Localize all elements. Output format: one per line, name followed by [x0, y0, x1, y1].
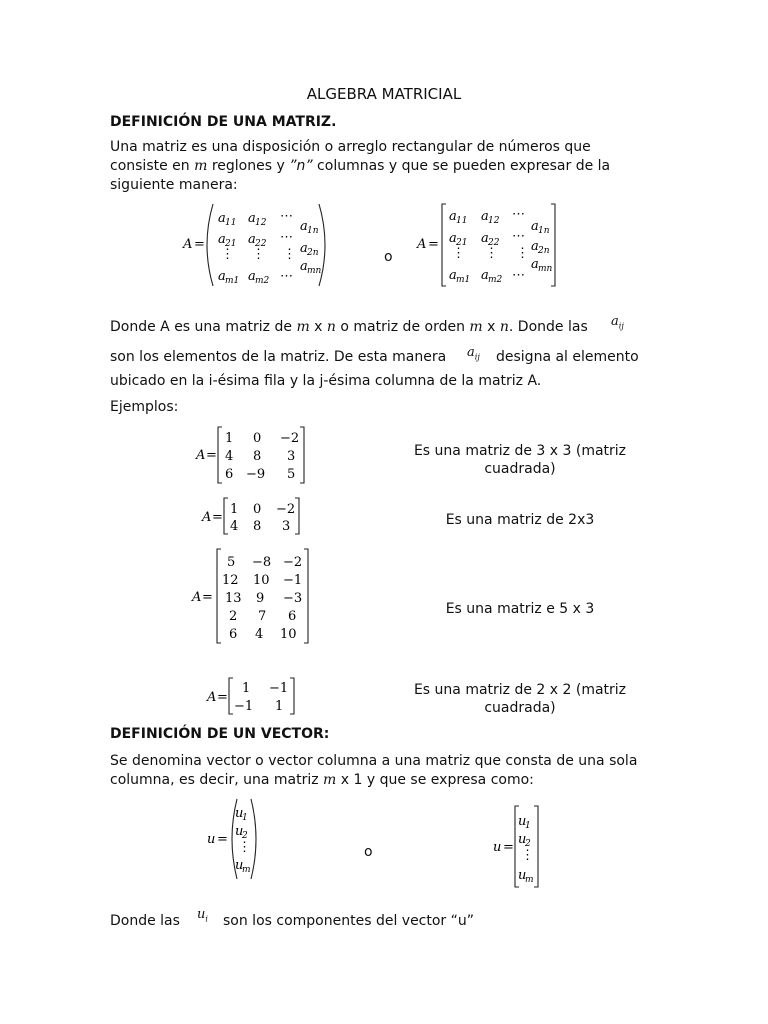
general-matrix-brackets: [414, 200, 564, 292]
svg-text:a: a: [248, 232, 256, 247]
svg-text:⋮: ⋮: [452, 246, 465, 261]
svg-text:⋯: ⋯: [280, 230, 293, 245]
svg-text:=: =: [217, 832, 228, 847]
svg-text:a: a: [449, 209, 457, 224]
svg-text:m2: m2: [488, 275, 503, 285]
svg-text:=: =: [202, 590, 213, 605]
example-matrix-2x2: [205, 675, 300, 717]
svg-text:6: 6: [225, 467, 234, 482]
svg-text:⋮: ⋮: [521, 848, 534, 863]
svg-text:13: 13: [225, 591, 242, 606]
desc-line-2b: designa al elemento: [496, 349, 639, 365]
svg-text:⋮: ⋮: [252, 247, 265, 262]
or-separator-1: o: [384, 249, 393, 265]
svg-text:A: A: [417, 237, 427, 252]
vector-definition-heading: DEFINICIÓN DE UN VECTOR:: [110, 726, 330, 742]
svg-text:0: 0: [253, 502, 262, 517]
aij-symbol-2: $a_{ij}$: [467, 345, 480, 362]
svg-text:A: A: [183, 237, 193, 252]
svg-text:1: 1: [225, 431, 234, 446]
svg-text:m2: m2: [255, 276, 270, 286]
or-separator-2: o: [364, 844, 373, 860]
svg-text:a: a: [449, 231, 457, 246]
svg-text:A: A: [207, 690, 217, 705]
svg-text:u: u: [235, 824, 244, 839]
svg-text:21: 21: [225, 239, 237, 249]
svg-text:A: A: [196, 448, 206, 463]
examples-label: Ejemplos:: [110, 399, 179, 415]
vector-brackets: [491, 803, 551, 891]
svg-text:−2: −2: [280, 431, 300, 446]
svg-text:−3: −3: [283, 591, 303, 606]
svg-text:10: 10: [253, 573, 270, 588]
svg-text:2: 2: [525, 839, 531, 849]
matrix-entries: [218, 209, 322, 286]
svg-text:2n: 2n: [307, 248, 319, 258]
svg-text:u: u: [518, 832, 527, 847]
svg-text:a: a: [300, 219, 308, 234]
matrix-description: Donde A es una matriz de m x n o matriz de orden m x n. Donde las: [110, 319, 588, 335]
svg-text:a: a: [481, 268, 489, 283]
svg-text:u: u: [518, 814, 527, 829]
svg-text:u: u: [235, 806, 244, 821]
svg-text:−1: −1: [269, 681, 289, 696]
svg-text:a: a: [531, 239, 539, 254]
example-1-caption: Es una matriz de 3 x 3 (matriz cuadrada): [413, 443, 627, 477]
svg-text:m1: m1: [456, 275, 471, 285]
svg-text:mn: mn: [538, 264, 553, 274]
svg-text:12: 12: [488, 216, 500, 226]
svg-text:−2: −2: [283, 555, 303, 570]
svg-text:4: 4: [225, 449, 234, 464]
svg-text:a: a: [449, 268, 457, 283]
svg-text:11: 11: [225, 218, 237, 228]
svg-text:2: 2: [229, 609, 238, 624]
page-title: ALGEBRA MATRICIAL: [306, 85, 462, 103]
svg-text:⋯: ⋯: [280, 269, 293, 284]
svg-text:=: =: [428, 237, 439, 252]
svg-text:⋯: ⋯: [512, 268, 525, 283]
svg-text:a: a: [481, 231, 489, 246]
example-matrix-5x3: [190, 546, 315, 646]
matrix-intro-paragraph: [110, 138, 670, 195]
svg-text:u: u: [235, 858, 244, 873]
svg-text:12: 12: [255, 218, 267, 228]
matrix-definition-heading: DEFINICIÓN DE UNA MATRIZ.: [110, 114, 337, 130]
vector-intro-paragraph: Se denomina vector o vector columna a una matriz que consta de una sola columna, es decir, una matriz m x 1 y que se expresa como:: [110, 753, 638, 788]
svg-text:m1: m1: [225, 276, 240, 286]
svg-text:u: u: [518, 868, 527, 883]
svg-text:4: 4: [230, 519, 239, 534]
svg-text:a: a: [218, 269, 226, 284]
intro-line-1: Una matriz es una disposición o arreglo rectangular de números que: [110, 139, 591, 155]
svg-text:A: A: [192, 590, 202, 605]
svg-text:=: =: [206, 448, 217, 463]
svg-text:6: 6: [288, 609, 297, 624]
svg-text:6: 6: [229, 627, 238, 642]
svg-text:−8: −8: [252, 555, 272, 570]
svg-text:8: 8: [253, 519, 262, 534]
svg-text:⋮: ⋮: [238, 840, 251, 855]
vector-parentheses: [205, 795, 265, 883]
general-matrix-parentheses: [180, 200, 330, 292]
svg-text:12: 12: [222, 573, 239, 588]
svg-text:⋯: ⋯: [512, 229, 525, 244]
vector-components-text-b: son los componentes del vector “u”: [223, 913, 475, 929]
svg-text:m: m: [242, 865, 251, 875]
svg-text:1n: 1n: [307, 226, 319, 236]
ui-symbol: $u_i$: [197, 907, 208, 924]
svg-text:=: =: [194, 237, 205, 252]
svg-text:−1: −1: [283, 573, 303, 588]
svg-text:a: a: [300, 241, 308, 256]
svg-text:⋮: ⋮: [283, 247, 296, 262]
svg-text:a: a: [300, 259, 308, 274]
svg-text:21: 21: [456, 238, 468, 248]
svg-text:a: a: [218, 232, 226, 247]
svg-text:a: a: [218, 211, 226, 226]
svg-text:1: 1: [525, 821, 531, 831]
svg-text:a: a: [248, 211, 256, 226]
svg-text:=: =: [503, 840, 514, 855]
svg-text:22: 22: [255, 239, 267, 249]
svg-text:a: a: [531, 219, 539, 234]
example-3-caption: Es una matriz e 5 x 3: [445, 601, 595, 617]
left-paren: [207, 204, 213, 286]
svg-text:1: 1: [230, 502, 239, 517]
svg-text:A: A: [202, 510, 212, 525]
svg-text:⋯: ⋯: [512, 207, 525, 222]
svg-text:mn: mn: [307, 266, 322, 276]
svg-text:m: m: [525, 875, 534, 885]
svg-text:−9: −9: [246, 467, 266, 482]
intro-line-3: siguiente manera:: [110, 177, 238, 193]
example-4-caption: Es una matriz de 2 x 2 (matriz cuadrada): [413, 682, 627, 716]
vector-components-text-a: Donde las: [110, 913, 180, 929]
svg-text:8: 8: [253, 449, 262, 464]
svg-text:22: 22: [488, 238, 500, 248]
svg-text:a: a: [531, 257, 539, 272]
matrix-entries: [449, 207, 553, 285]
svg-text:⋮: ⋮: [516, 246, 529, 261]
svg-text:7: 7: [258, 609, 267, 624]
svg-text:=: =: [217, 690, 228, 705]
svg-text:⋮: ⋮: [485, 246, 498, 261]
svg-text:⋯: ⋯: [280, 209, 293, 224]
svg-text:u: u: [493, 840, 502, 855]
svg-text:1: 1: [242, 681, 251, 696]
svg-text:3: 3: [282, 519, 291, 534]
svg-text:9: 9: [256, 591, 265, 606]
svg-text:4: 4: [255, 627, 264, 642]
svg-text:a: a: [481, 209, 489, 224]
svg-text:2n: 2n: [538, 246, 550, 256]
svg-text:a: a: [248, 269, 256, 284]
example-matrix-3x3: [194, 424, 314, 486]
aij-symbol-1: $a_{ij}$: [611, 314, 624, 331]
svg-text:1n: 1n: [538, 226, 550, 236]
svg-text:−1: −1: [234, 699, 254, 714]
svg-text:=: =: [212, 510, 223, 525]
svg-text:5: 5: [287, 467, 296, 482]
svg-text:3: 3: [287, 449, 296, 464]
example-matrix-2x3: [200, 495, 310, 537]
svg-text:11: 11: [456, 216, 468, 226]
svg-text:−2: −2: [276, 502, 296, 517]
svg-text:5: 5: [227, 555, 236, 570]
desc-line-2a: son los elementos de la matriz. De esta manera: [110, 349, 447, 365]
svg-text:10: 10: [280, 627, 297, 642]
svg-text:1: 1: [242, 813, 248, 823]
example-2-caption: Es una matriz de 2x3: [445, 512, 595, 528]
svg-text:⋮: ⋮: [221, 247, 234, 262]
left-bracket: [442, 204, 446, 286]
desc-line-3: ubicado en la i-ésima fila y la j-ésima columna de la matriz A.: [110, 373, 542, 389]
intro-line-2: consiste en m reglones y ”n” columnas y que se pueden expresar de la: [110, 158, 611, 174]
svg-text:2: 2: [242, 831, 248, 841]
svg-text:1: 1: [275, 699, 284, 714]
svg-text:0: 0: [253, 431, 262, 446]
svg-text:u: u: [207, 832, 216, 847]
